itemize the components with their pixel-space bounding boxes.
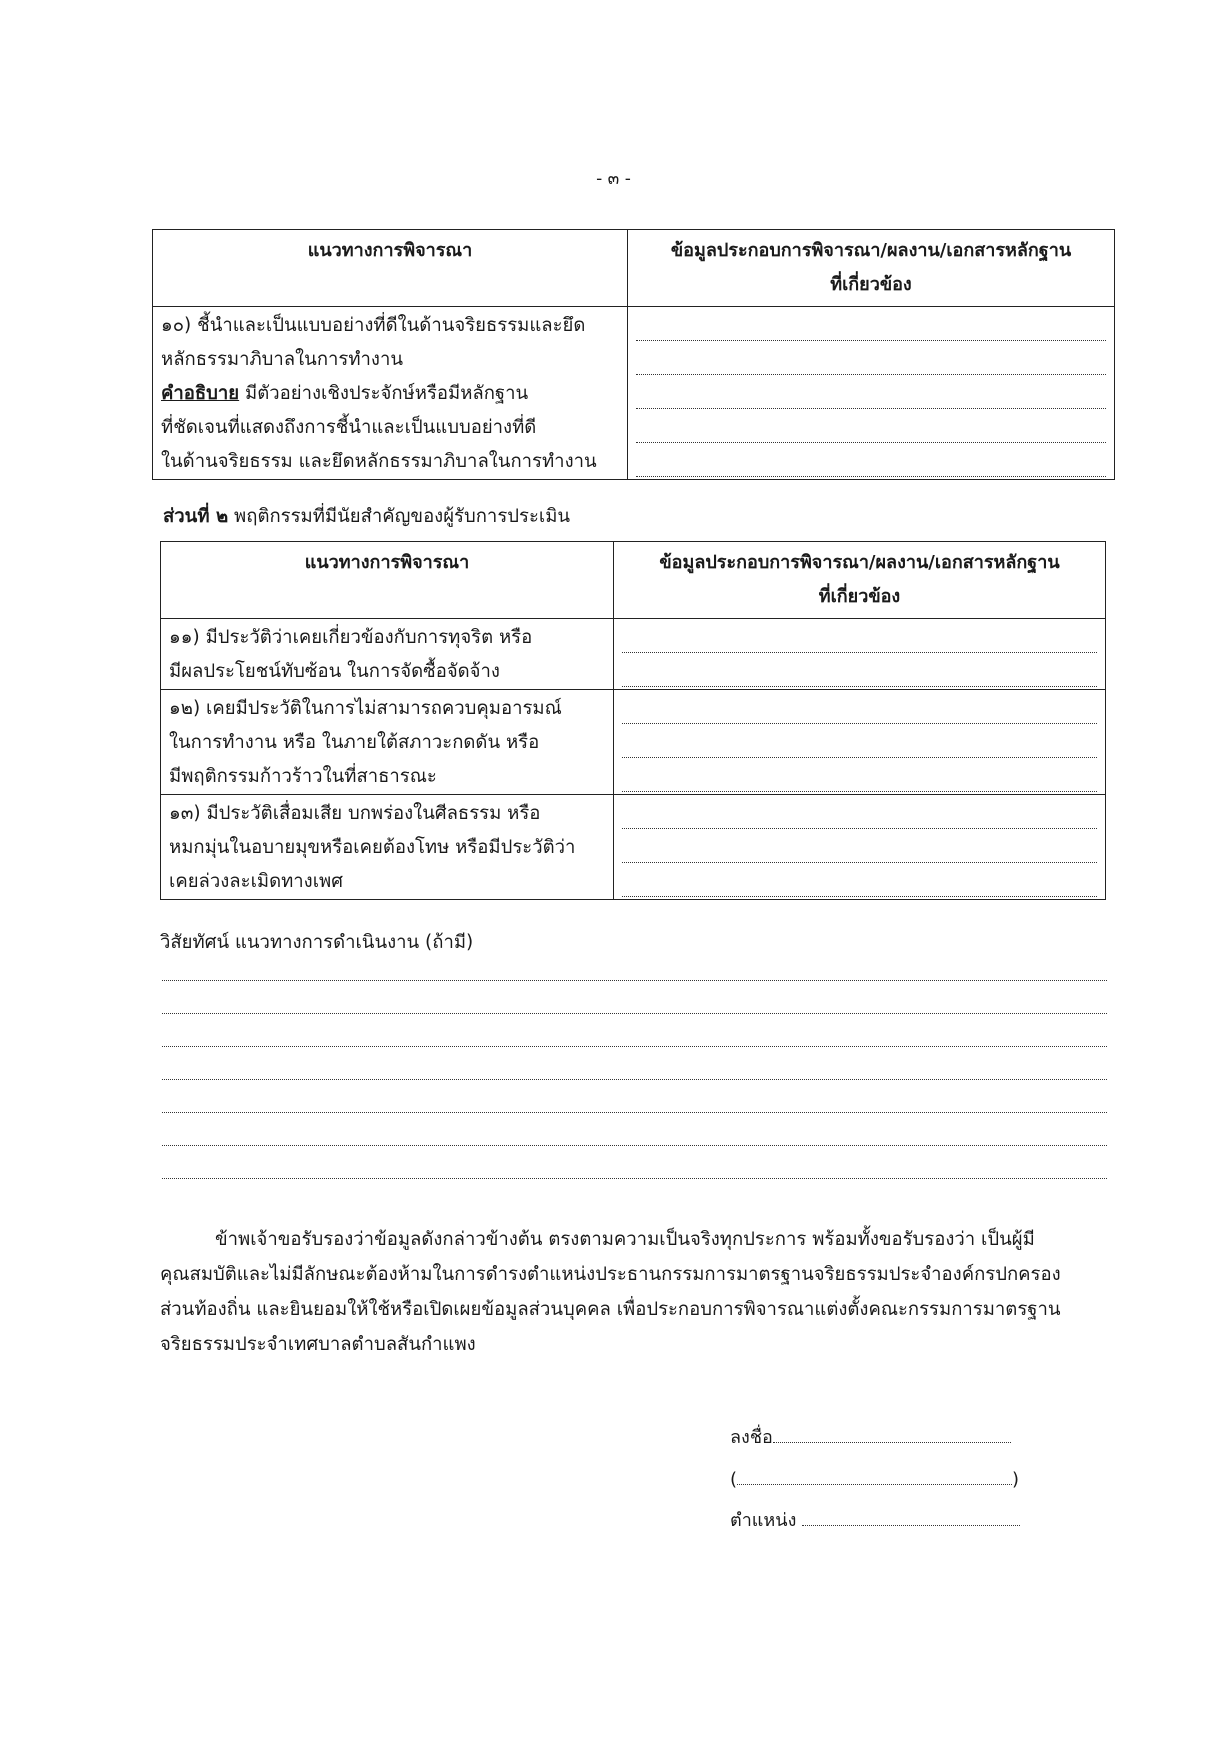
name-field[interactable] [737,1470,1012,1485]
table-header-row [153,230,1115,307]
name-line: ( ) [730,1469,1020,1490]
dotted-line[interactable] [622,863,1097,897]
section-2-heading: ส่วนที่ ๒ พฤติกรรมที่มีนัยสำคัญของผู้รับการประเมิน [163,506,571,527]
signature-label: ลงชื่อ [730,1427,773,1448]
criteria-item-11: ๑๑) มีประวัติว่าเคยเกี่ยวข้องกับการทุจริต หรือ มีผลประโยชน์ทับซ้อน ในการจัดซื้อจัดจ้าง [161,619,614,690]
position-field[interactable] [802,1511,1020,1526]
dotted-line[interactable] [162,948,1107,981]
dotted-line[interactable] [162,1047,1107,1080]
dotted-line[interactable] [622,829,1097,863]
dotted-line[interactable] [622,724,1097,758]
dotted-line[interactable] [622,795,1097,829]
position-line [730,1505,1020,1534]
dotted-line[interactable] [636,307,1106,341]
table-row-item-12 [161,690,1106,795]
dotted-line[interactable] [622,653,1097,687]
table-row-item-11 [161,619,1106,690]
header-evidence-line1: ข้อมูลประกอบการพิจารณา/ผลงาน/เอกสารหลักฐาน [670,240,1072,261]
dotted-line[interactable] [636,443,1106,477]
explanation-label: คำอธิบาย [161,383,240,404]
dotted-line[interactable] [162,1080,1107,1113]
certification-paragraph: ข้าพเจ้าขอรับรองว่าข้อมูลดังกล่าวข้างต้น ตรงตามความเป็นจริงทุกประการ พร้อมทั้งขอรับรองว่า เป็นผู้มี คุณสมบัติและไม่มีลักษณะต้องห้ามในการดำรงตำแหน่งประธานกรรมการมาตรฐานจริยธรรมประจำองค์กรปกครอง ส่วนท้องถิ่น และยินยอมให้ใช้หรือเปิดเผยข้อมูลส่วนบุคคล เพื่อประกอบการพิจารณาแต่งตั้งคณะกรรมการมาตรฐาน จริยธรรมประจำเทศบาลตำบลสันกำแพง [160,1229,1061,1355]
header-evidence-line2: ที่เกี่ยวข้อง [830,274,912,295]
vision-label: วิสัยทัศน์ แนวทางการดำเนินงาน (ถ้ามี) [160,932,474,953]
criteria-table-1 [152,229,1115,480]
table-header-row [161,542,1106,619]
dotted-line[interactable] [622,619,1097,653]
header-evidence [628,230,1115,307]
criteria-item-13: ๑๓) มีประวัติเสื่อมเสีย บกพร่องในศีลธรรม หรือ หมกมุ่นในอบายมุขหรือเคยต้องโทษ หรือมีประวัติว่า เคยล่วงละเมิดทางเพศ [161,795,614,900]
header-criteria: แนวทางการพิจารณา [161,542,614,619]
dotted-line[interactable] [162,981,1107,1014]
dotted-line[interactable] [162,1146,1107,1179]
criteria-item-10: ๑๐) ชี้นำและเป็นแบบอย่างที่ดีในด้านจริยธรรมและยึด หลักธรรมาภิบาลในการทำงาน คำอธิบาย มีตัวอย่างเชิงประจักษ์หรือมีหลักฐาน ที่ชัดเจนที่แสดงถึงการชี้นำและเป็นแบบอย่างที่ดี ในด้านจริยธรรม และยึดหลักธรรมาภิบาลในการทำงาน [153,307,628,480]
page-number: - ๓ - [596,169,631,189]
criteria-item-12: ๑๒) เคยมีประวัติในการไม่สามารถควบคุมอารมณ์ ในการทำงาน หรือ ในภายใต้สภาวะกดดัน หรือ มีพฤติกรรมก้าวร้าวในที่สาธารณะ [161,690,614,795]
criteria-table-2 [160,541,1106,900]
signature-line [730,1422,1011,1451]
dotted-line[interactable] [636,341,1106,375]
evidence-field-item-12[interactable] [614,690,1106,795]
signature-field[interactable] [773,1428,1011,1443]
vision-text-area[interactable] [162,948,1107,1179]
dotted-line[interactable] [162,1113,1107,1146]
header-evidence: ข้อมูลประกอบการพิจารณา/ผลงาน/เอกสารหลักฐาน ที่เกี่ยวข้อง [614,542,1106,619]
dotted-line[interactable] [636,375,1106,409]
dotted-line[interactable] [636,409,1106,443]
dotted-line[interactable] [622,758,1097,792]
evidence-field-item-11[interactable] [614,619,1106,690]
table-row-item-10 [153,307,1115,480]
dotted-line[interactable] [162,1014,1107,1047]
header-criteria: แนวทางการพิจารณา [153,230,628,307]
table-row-item-13 [161,795,1106,900]
position-label: ตำแหน่ง [730,1510,803,1531]
evidence-field-item-10[interactable] [628,307,1115,480]
evidence-field-item-13[interactable] [614,795,1106,900]
dotted-line[interactable] [622,690,1097,724]
